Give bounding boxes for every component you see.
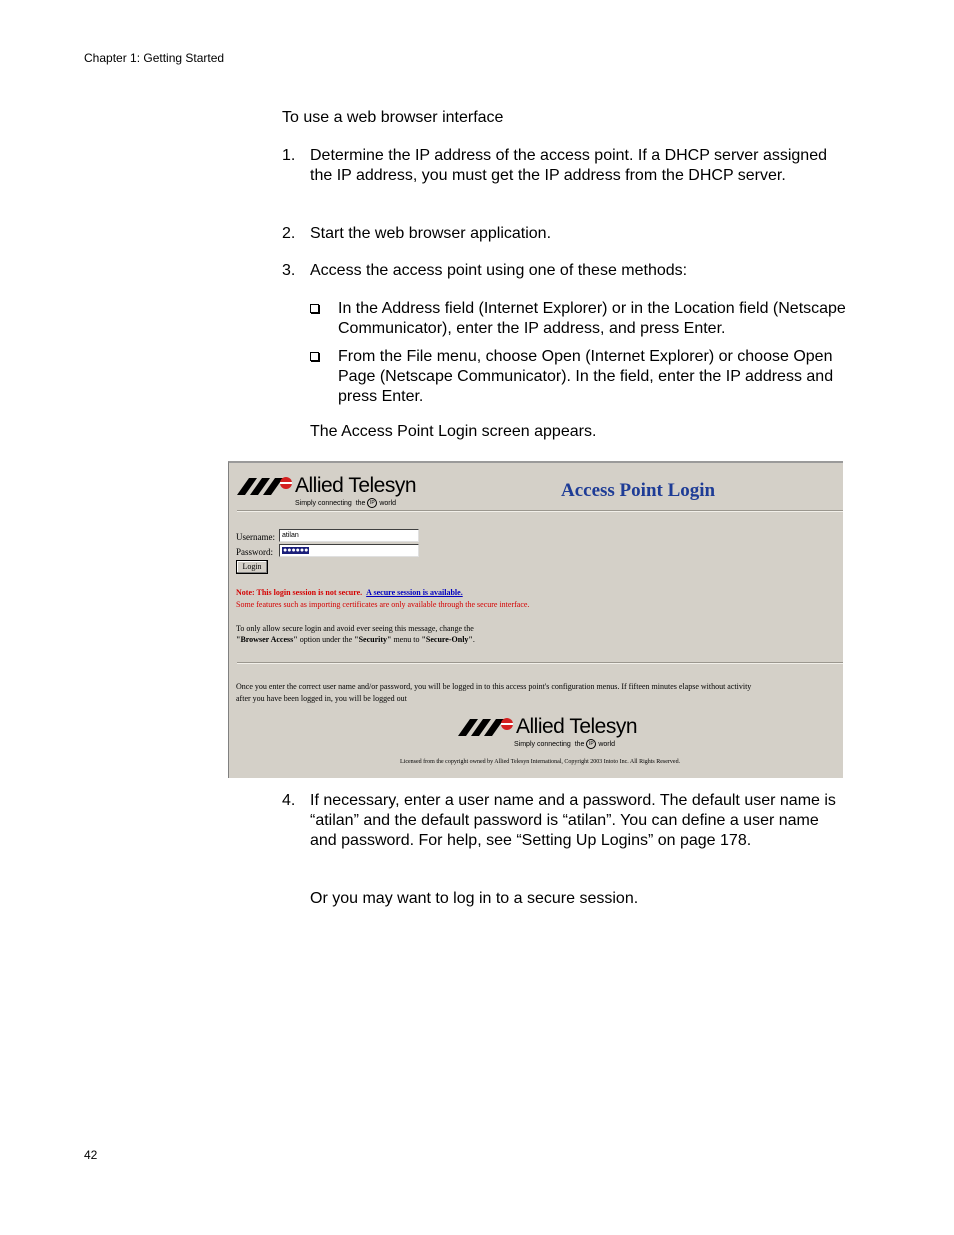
allied-telesyn-logo (237, 474, 417, 507)
secure-session-note: Or you may want to log in to a secure session. (310, 890, 639, 907)
login-page-title: Access Point Login (561, 480, 716, 501)
ip-circle-icon: IP (367, 498, 377, 508)
license-notice: Licensed from the copyright owned by Allied Telesyn International, Copyright 2003 Intoto Inc. All Rights Reserved. (400, 759, 681, 765)
tagline: Simply connecting the IP world (295, 499, 397, 507)
bullet-text: In the Address field (Internet Explorer) or in the Location field (Netscape Communicator), enter the IP address, and press Enter. (338, 300, 846, 337)
step-number: 4. (282, 792, 296, 809)
brand-name: Allied Telesyn (295, 474, 417, 497)
login-button[interactable]: Login (236, 560, 268, 574)
step-text: Start the web browser application. (310, 225, 552, 242)
step-number: 2. (282, 225, 296, 242)
running-header: Chapter 1: Getting Started (84, 51, 225, 65)
login-screen-caption: The Access Point Login screen appears. (310, 423, 597, 440)
username-input[interactable]: atilan (279, 529, 419, 542)
checkbox-bullet-icon (310, 304, 319, 313)
ip-circle-icon: IP (586, 739, 596, 749)
password-mask: ●●●●●● (283, 547, 309, 554)
bullet-text: From the File menu, choose Open (Internet Explorer) or choose Open Page (Netscape Communicator). In the field, enter the IP address and press Enter. (338, 348, 834, 405)
timeout-note: Once you enter the correct user name and/or password, you will be logged in to this access point's configuration menus. If fifteen minutes elapse without activity (236, 682, 752, 691)
timeout-note-2: after you have been logged in, you will be logged out (236, 694, 407, 703)
allied-telesyn-logo-footer (458, 715, 638, 748)
secure-only-info-2: "Browser Access" option under the "Security" menu to "Secure-Only". (236, 635, 475, 644)
step-text: If necessary, enter a user name and a password. The default user name is “atilan” and the default password is “atilan”. You can define a user name and password. For help, see “Setting Up Logins” on page 178. (310, 792, 836, 849)
divider (237, 662, 843, 664)
allied-telesyn-mark-icon (237, 475, 293, 497)
step-text: Determine the IP address of the access point. If a DHCP server assigned the IP address, you must get the IP address from the DHCP server. (310, 147, 827, 184)
procedure-heading: To use a web browser interface (282, 109, 504, 126)
step-number: 3. (282, 262, 296, 279)
security-warning: Note: This login session is not secure. A secure session is available. (236, 588, 463, 597)
page-number: 42 (84, 1148, 98, 1162)
step-number: 1. (282, 147, 296, 164)
divider (237, 510, 843, 512)
password-input[interactable] (279, 544, 419, 557)
allied-telesyn-mark-icon (458, 716, 514, 738)
access-point-login-screenshot (228, 461, 843, 778)
secure-only-info: To only allow secure login and avoid ever seeing this message, change the (236, 624, 474, 633)
secure-features-note: Some features such as importing certificates are only available through the secure interface. (236, 600, 530, 609)
username-label: Username: (236, 532, 275, 542)
tagline: Simply connecting the IP world (514, 740, 616, 748)
secure-session-link[interactable]: A secure session is available. (366, 588, 463, 597)
checkbox-bullet-icon (310, 352, 319, 361)
brand-name: Allied Telesyn (516, 715, 638, 738)
password-label: Password: (236, 547, 274, 557)
step-text: Access the access point using one of these methods: (310, 262, 688, 279)
